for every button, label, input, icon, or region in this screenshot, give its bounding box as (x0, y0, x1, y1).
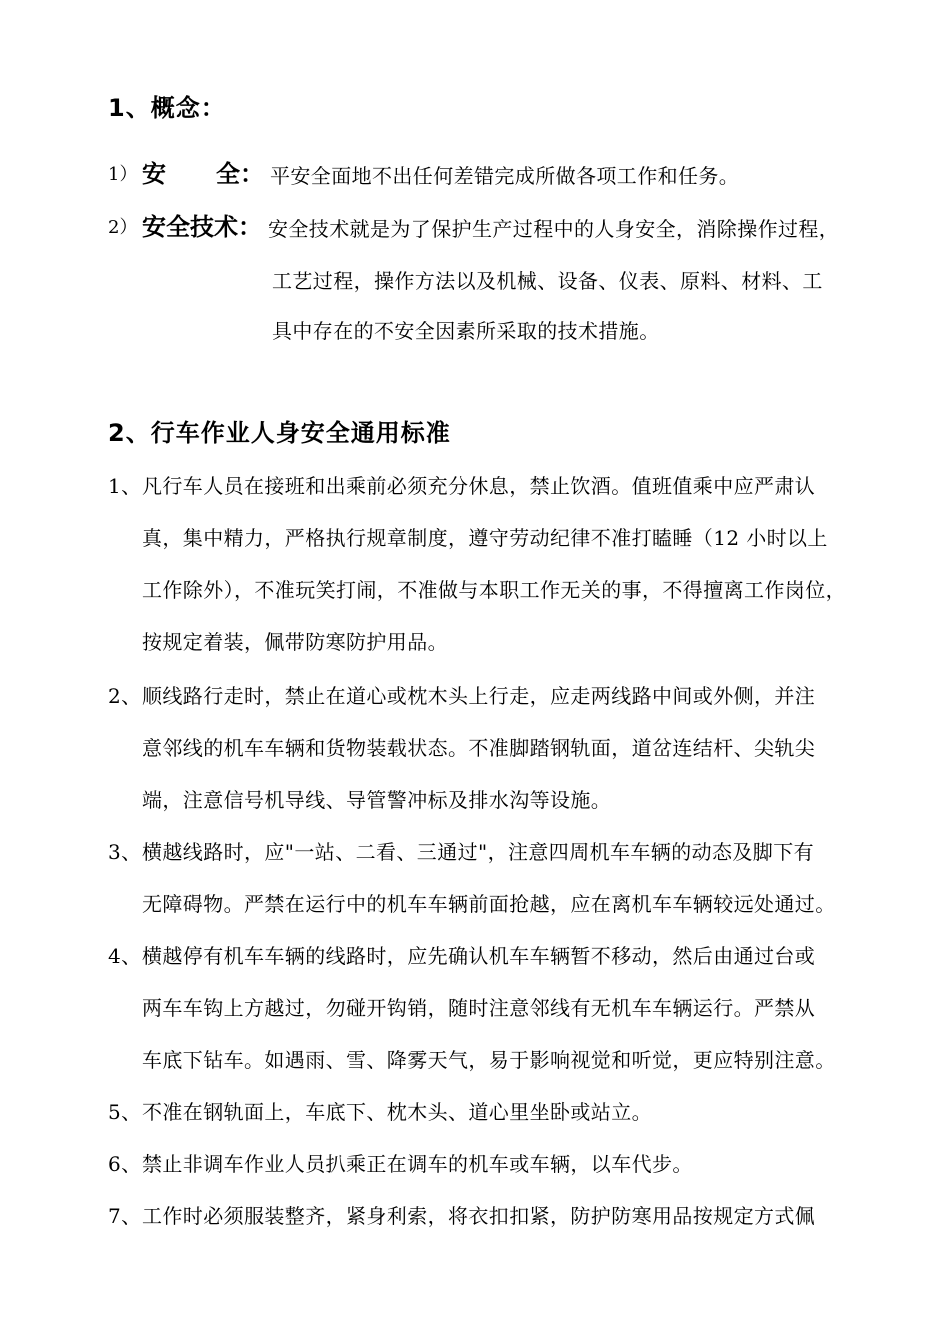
item-number: 2） (108, 217, 138, 238)
rule-text: 横越停有机车车辆的线路时，应先确认机车车辆暂不移动，然后由通过台或 (142, 944, 816, 968)
rule-text: 不准在钢轨面上，车底下、枕木头、道心里坐卧或站立。 (142, 1100, 652, 1124)
rule-number: 5、 (108, 1100, 142, 1124)
section-heading-concepts: 1、概念： (108, 94, 226, 122)
rule-text: 顺线路行走时，禁止在道心或枕木头上行走，应走两线路中间或外侧，并注 (142, 684, 816, 708)
rule-number: 6、 (108, 1152, 142, 1176)
term-label: 安 (142, 160, 166, 188)
rule-text: 端，注意信号机导线、导管警冲标及排水沟等设施。 (142, 788, 612, 812)
rule-text: 车底下钻车。如遇雨、雪、降雾天气，易于影响视觉和听觉，更应特别注意。 (142, 1048, 836, 1072)
rule-number: 3、 (108, 840, 142, 864)
term-label: 全： (216, 160, 264, 188)
rule-number: 2、 (108, 684, 142, 708)
rule-text: 工作时必须服装整齐，紧身利索，将衣扣扣紧，防护防寒用品按规定方式佩 (142, 1204, 816, 1228)
rule-text: 工作除外），不准玩笑打闹，不准做与本职工作无关的事，不得擅离工作岗位， (142, 578, 846, 602)
rule-number: 7、 (108, 1204, 142, 1228)
rule-text: 真，集中精力，严格执行规章制度，遵守劳动纪律不准打瞌睡（12 小时以上 (142, 526, 828, 550)
rule-text: 禁止非调车作业人员扒乘正在调车的机车或车辆，以车代步。 (142, 1152, 693, 1176)
definition-text: 具中存在的不安全因素所采取的技术措施。 (272, 319, 660, 343)
rule-text: 两车车钩上方越过，勿碰开钩销，随时注意邻线有无机车车辆运行。严禁从 (142, 996, 816, 1020)
definition-text: 平安全面地不出任何差错完成所做各项工作和任务。 (270, 164, 740, 188)
rule-number: 1、 (108, 474, 142, 498)
rule-text: 无障碍物。严禁在运行中的机车车辆前面抢越，应在离机车车辆较远处通过。 (142, 892, 836, 916)
term-label: 安全技术： (142, 213, 262, 241)
item-number: 1） (108, 164, 138, 185)
rule-text: 意邻线的机车车辆和货物装载状态。不准脚踏钢轨面，道岔连结杆、尖轨尖 (142, 736, 816, 760)
rule-text: 横越线路时，应"一站、二看、三通过"，注意四周机车车辆的动态及脚下有 (142, 840, 814, 864)
rule-number: 4、 (108, 944, 142, 968)
rule-text: 凡行车人员在接班和出乘前必须充分休息，禁止饮酒。值班值乘中应严肃认 (142, 474, 816, 498)
section-heading-safety-standards: 2、行车作业人身安全通用标准 (108, 419, 451, 447)
definition-text: 工艺过程，操作方法以及机械、设备、仪表、原料、材料、工 (272, 269, 823, 293)
definition-text: 安全技术就是为了保护生产过程中的人身安全，消除操作过程， (268, 217, 840, 241)
rule-text: 按规定着装，佩带防寒防护用品。 (142, 630, 448, 654)
